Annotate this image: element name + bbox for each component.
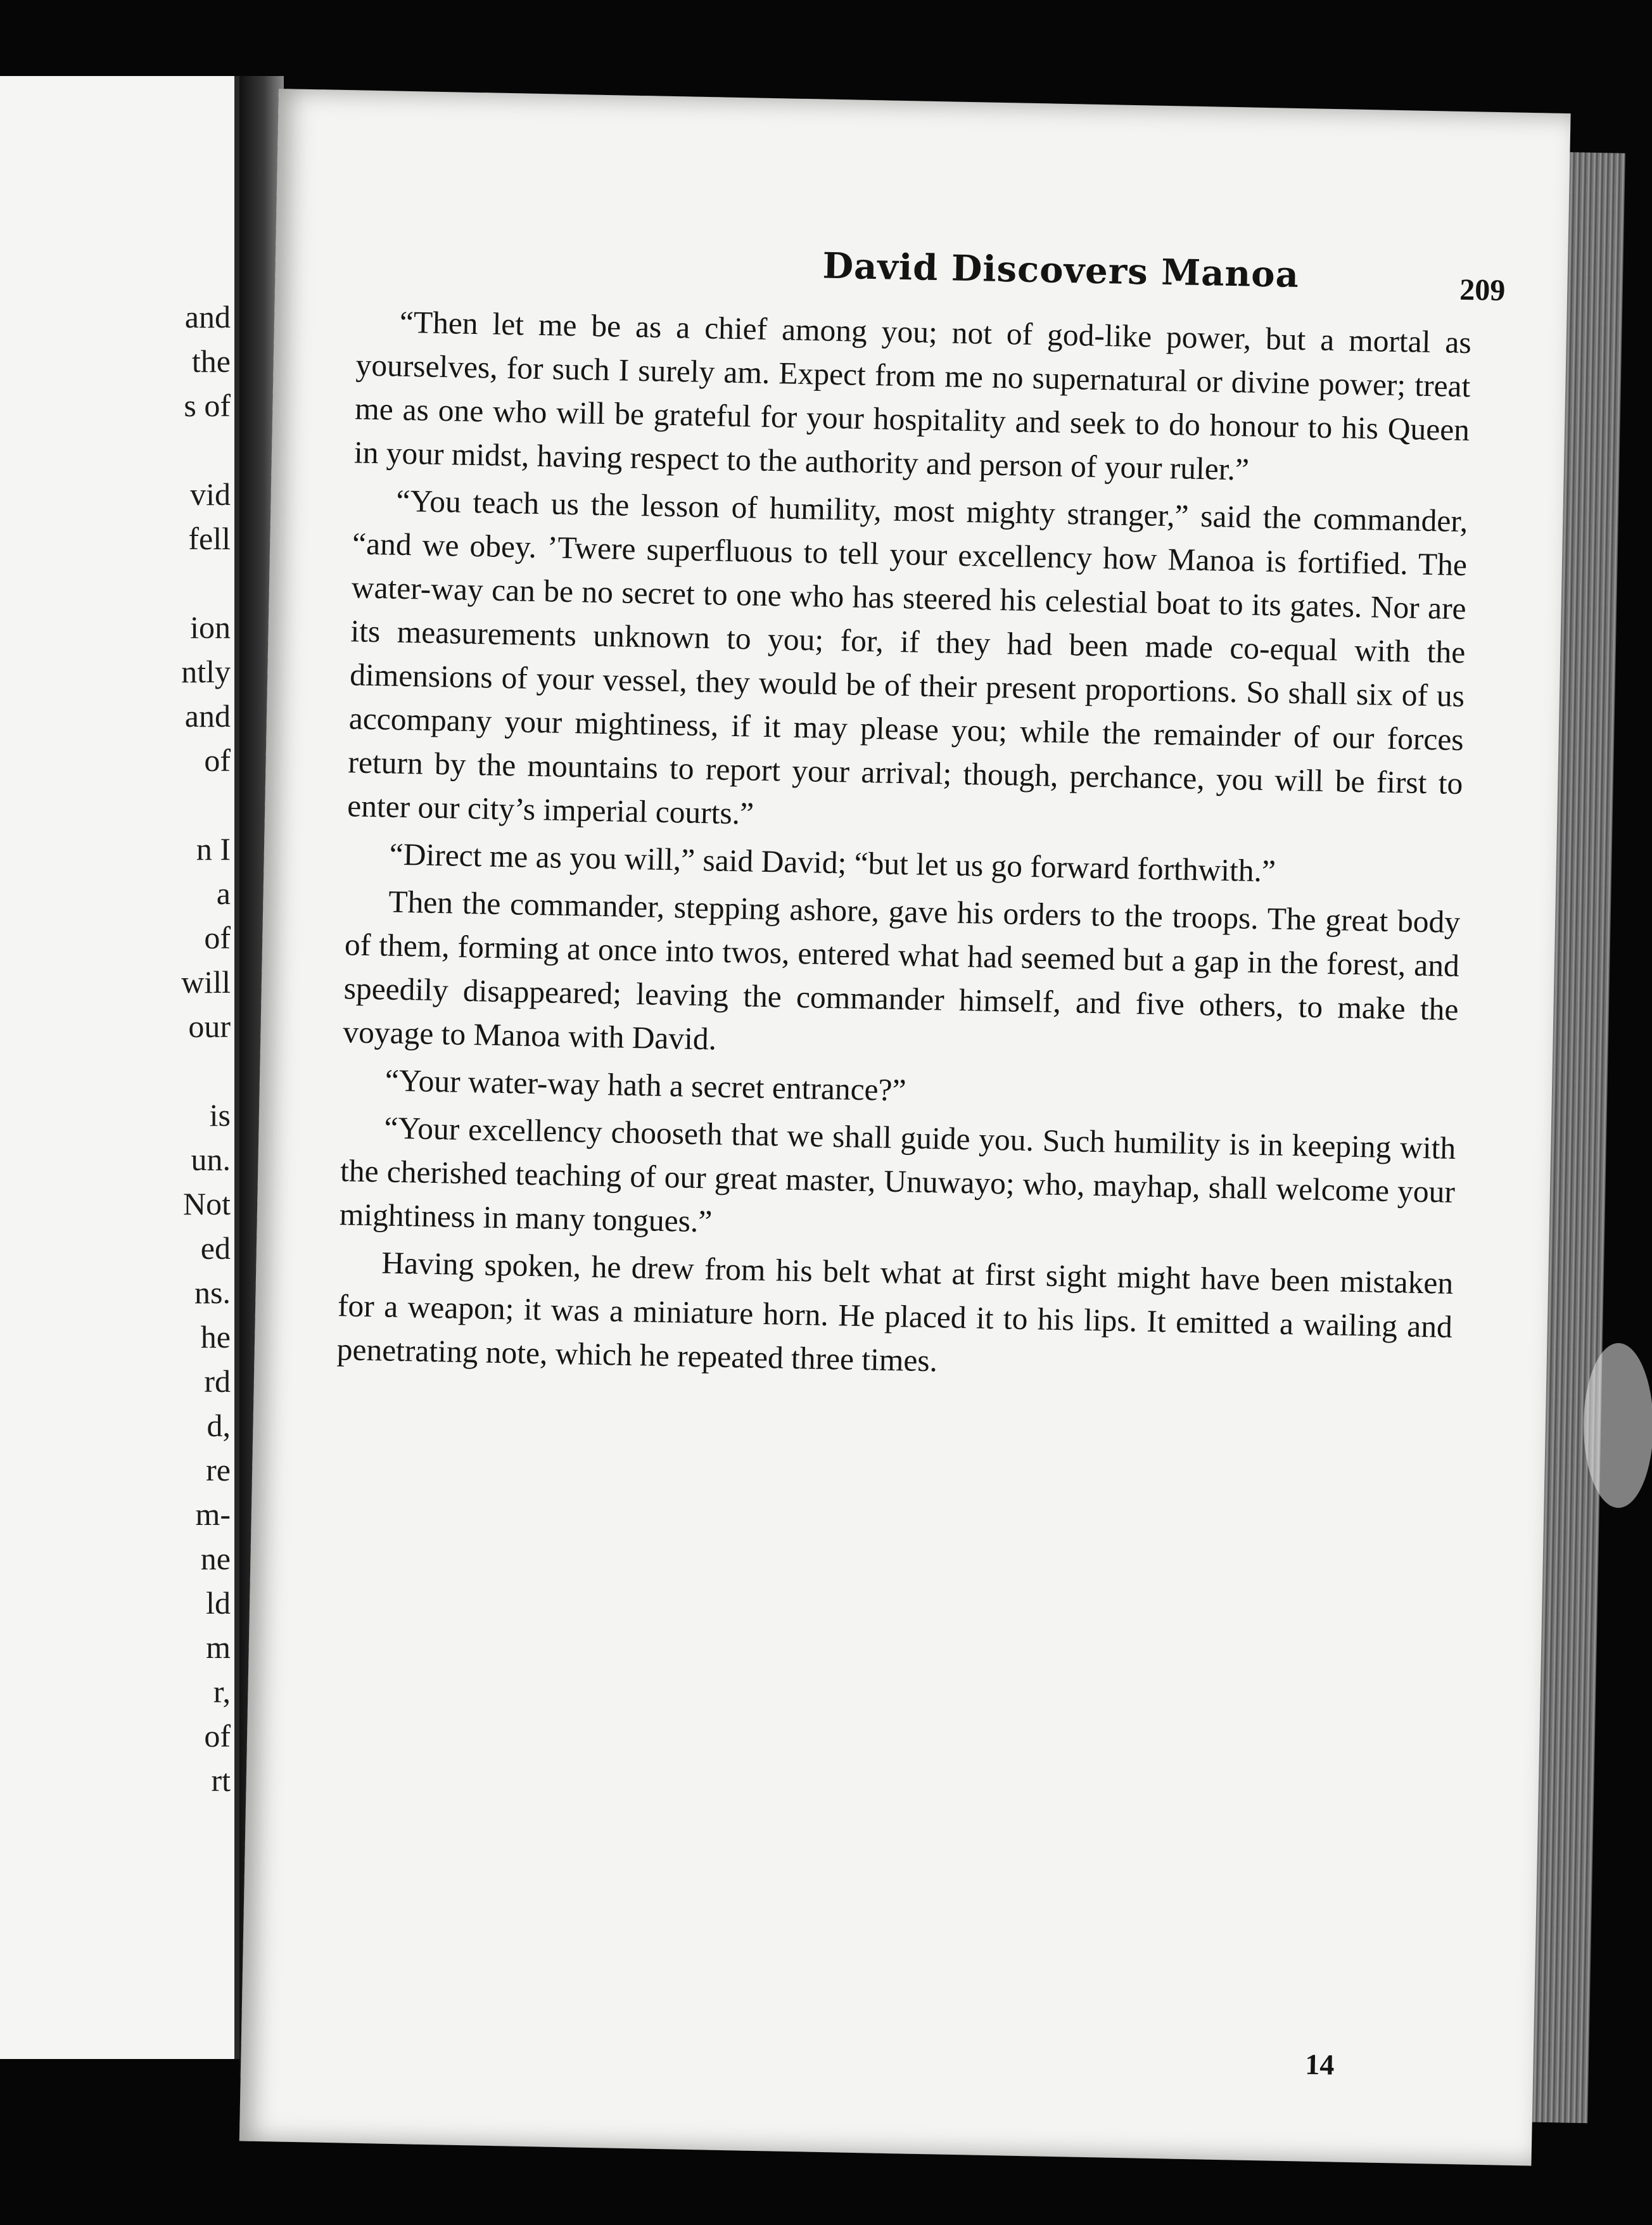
left-page-fragment: of bbox=[204, 743, 231, 778]
left-page-fragment: un. bbox=[191, 1142, 231, 1177]
left-page-fragment: s of bbox=[184, 388, 231, 423]
left-page-fragment: d, bbox=[206, 1408, 231, 1443]
page-number: 209 bbox=[1459, 272, 1506, 308]
left-page-fragment: ntly bbox=[181, 654, 231, 689]
paragraph: “Direct me as you will,” said David; “but let us go forward forthwith.” bbox=[389, 836, 1276, 889]
left-page-fragment: and bbox=[184, 698, 231, 734]
left-page-fragment: ne bbox=[200, 1541, 231, 1576]
left-page-fragment: Not bbox=[183, 1186, 231, 1221]
left-page-fragment: n I bbox=[196, 831, 231, 867]
left-page-fragment: of bbox=[204, 1718, 231, 1754]
left-page-fragment: m bbox=[206, 1629, 231, 1665]
left-page-fragment: m- bbox=[195, 1496, 231, 1532]
left-page-fragment: vid bbox=[190, 476, 231, 512]
right-page bbox=[239, 89, 1571, 2166]
left-page bbox=[0, 76, 241, 2059]
left-page-fragment: the bbox=[191, 343, 231, 379]
left-page-fragment: ed bbox=[200, 1230, 231, 1266]
body-text bbox=[336, 299, 1471, 1396]
left-page-fragment: fell bbox=[188, 521, 231, 556]
paragraph: Then the commander, stepping ashore, gave his orders to the troops. The great body of them, forming at once into twos, entered what had seemed but a gap in the forest, and speedily disappeared; leaving the commander himself, and five others, to make the voyage to Manoa with David. bbox=[342, 884, 1461, 1057]
left-page-fragment: rd bbox=[204, 1363, 231, 1399]
left-page-fragment: r, bbox=[213, 1674, 231, 1709]
paragraph: “Your water-way hath a secret entrance?” bbox=[384, 1062, 907, 1108]
left-page-fragment: he bbox=[200, 1319, 231, 1355]
left-page-fragment: is bbox=[209, 1097, 231, 1133]
left-page-fragment: ns. bbox=[194, 1275, 231, 1310]
running-head: David Discovers Manoa bbox=[822, 245, 1300, 296]
paragraph: Having spoken, he drew from his belt what at first sight might have been mistaken for a weapon; it was a miniature horn. He placed it to his lips. It emitted a wailing and penetrating note, which he repeated three times. bbox=[336, 1245, 1454, 1379]
scan-artifact bbox=[1584, 1343, 1652, 1508]
left-page-fragment: ion bbox=[190, 609, 231, 645]
left-page-fragment: ld bbox=[206, 1585, 231, 1621]
paragraph: “Then let me be as a chief among you; not of god-like power, but a mortal as yourselves, for such I surely am. Expect from me no supernatural or divine power; treat me as one who will be grateful for your hospitality and seek to do honour to his Queen in your midst, having respect to the authority and person of your ruler.” bbox=[353, 304, 1472, 487]
left-page-fragment: re bbox=[206, 1452, 231, 1488]
signature-mark: 14 bbox=[1304, 2048, 1335, 2081]
paragraph: “Your excellency chooseth that we shall guide you. Such humility is in keeping with the cherished teaching of our great master, Unuwayo; who, mayhap, shall welcome your mightiness in many tongues.” bbox=[339, 1110, 1456, 1239]
left-page-fragment: will bbox=[181, 964, 231, 1000]
left-page-fragment: of bbox=[204, 920, 231, 955]
left-page-fragment: our bbox=[188, 1009, 231, 1044]
left-page-fragment: rt bbox=[211, 1763, 231, 1798]
left-page-fragment: a bbox=[216, 876, 231, 911]
left-page-fragment: and bbox=[184, 299, 231, 335]
paragraph: “You teach us the lesson of humility, most mighty stranger,” said the commander, “and we obey. ’Twere superfluous to tell your excellency how Manoa is fortified. The water-way can be no secret to one who has steered his celestial boat to its gates. Nor are its measurements unknown to you; for, if they had been made co-equal with the dimensions of your vessel, they would be of their present proportions. So shall six of us accompany your mightiness, if it may please you; while the remainder of our forces return by the mountains to report your arrival; though, perchance, you will be first to enter our city’s imperial courts.” bbox=[346, 483, 1468, 831]
